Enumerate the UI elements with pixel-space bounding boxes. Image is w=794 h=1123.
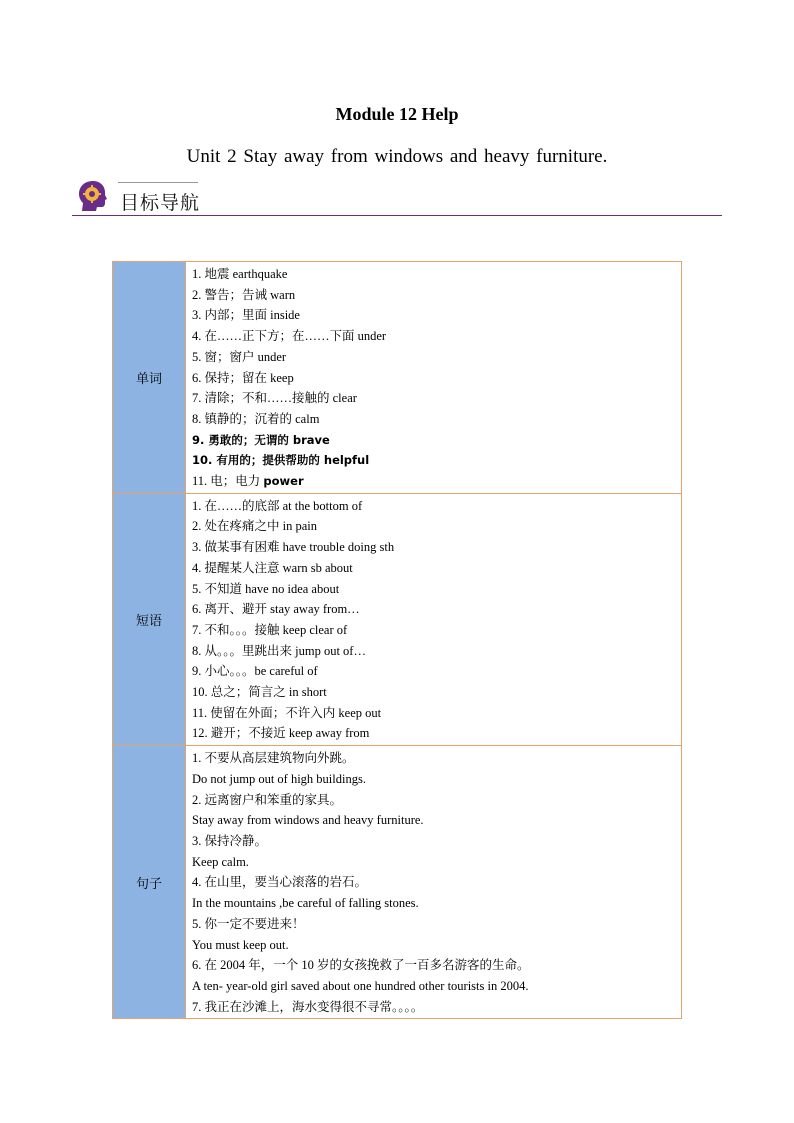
list-item-text: In the mountains ,be careful of falling stones. xyxy=(192,896,419,911)
list-item xyxy=(192,769,675,790)
list-item xyxy=(192,914,675,935)
list-item xyxy=(192,305,675,326)
list-item-text: 6. 在 2004 年，一个 10 岁的女孩挽救了一百多名游客的生命。 xyxy=(192,958,530,973)
list-item xyxy=(192,935,675,956)
list-item-text: 3. 内部；里面 inside xyxy=(192,308,300,323)
vocabulary-table xyxy=(112,261,682,1019)
category-items xyxy=(186,746,682,1019)
category-label: 句子 xyxy=(113,746,186,1019)
list-item-text: 7. 我正在沙滩上，海水变得很不寻常。。。。 xyxy=(192,999,424,1014)
list-item xyxy=(192,285,675,306)
list-item-term: power xyxy=(263,474,304,489)
header-accent-line xyxy=(118,182,198,183)
list-item-text: Stay away from windows and heavy furniture. xyxy=(192,813,424,828)
table-row xyxy=(113,493,682,745)
list-item-text: 3. 做某事有困难 have trouble doing sth xyxy=(192,540,395,555)
list-item-text: A ten- year-old girl saved about one hundred other tourists in 2004. xyxy=(192,978,529,993)
list-item xyxy=(192,872,675,893)
list-item-text: 9. 勇敢的；无谓的 brave xyxy=(192,432,330,447)
list-item xyxy=(192,430,675,451)
list-item-text: 4. 在……正下方；在……下面 under xyxy=(192,329,387,344)
list-item xyxy=(192,450,675,471)
table-row xyxy=(113,262,682,494)
list-item-text: 2. 处在疼痛之中 in pain xyxy=(192,519,317,534)
list-item-text: 1. 不要从高层建筑物向外跳。 xyxy=(192,751,355,766)
list-item xyxy=(192,893,675,914)
list-item-text: 4. 提醒某人注意 warn sb about xyxy=(192,560,353,575)
category-label: 单词 xyxy=(113,262,186,494)
list-item xyxy=(192,388,675,409)
list-item-text: 4. 在山里，要当心滚落的岩石。 xyxy=(192,875,368,890)
list-item xyxy=(192,661,675,682)
list-item-text: 11. 电；电力 xyxy=(192,474,261,489)
list-item xyxy=(192,748,675,769)
category-label: 短语 xyxy=(113,493,186,745)
list-item-text: 9. 小心。。。be careful of xyxy=(192,664,318,679)
list-item xyxy=(192,264,675,285)
section-header-goal-navigation xyxy=(72,178,722,218)
category-items xyxy=(186,493,682,745)
list-item xyxy=(192,347,675,368)
list-item xyxy=(192,326,675,347)
list-item-text: 2. 远离窗户和笨重的家具。 xyxy=(192,792,343,807)
list-item-text: 1. 地震 earthquake xyxy=(192,267,288,281)
list-item xyxy=(192,537,675,558)
list-item-text: Do not jump out of high buildings. xyxy=(192,771,366,786)
list-item xyxy=(192,579,675,600)
list-item xyxy=(192,516,675,537)
list-item xyxy=(192,409,675,430)
list-item xyxy=(192,723,675,744)
list-item xyxy=(192,955,675,976)
section-title: 目标导航 xyxy=(120,192,201,214)
list-item-text: 6. 离开、避开 stay away from… xyxy=(192,602,360,617)
list-item-text: 10. 总之；简言之 in short xyxy=(192,685,327,700)
list-item-text: 10. 有用的；提供帮助的 helpful xyxy=(192,453,370,468)
list-item-text: 8. 镇静的；沉着的 calm xyxy=(192,411,320,426)
module-title: Module 12 Help xyxy=(335,104,459,124)
list-item-text: 5. 窗；窗户 under xyxy=(192,349,287,364)
category-items xyxy=(186,262,682,494)
list-item xyxy=(192,703,675,724)
list-item-text: 5. 不知道 have no idea about xyxy=(192,581,340,596)
list-item xyxy=(192,997,675,1018)
list-item-text: 3. 保持冷静。 xyxy=(192,833,268,848)
list-item-text: 7. 清除；不和……接触的 clear xyxy=(192,391,357,406)
list-item xyxy=(192,790,675,811)
list-item-text: 12. 避开；不接近 keep away from xyxy=(192,726,370,741)
list-item-text: You must keep out. xyxy=(192,937,289,952)
list-item xyxy=(192,976,675,997)
list-item xyxy=(192,496,675,517)
list-item xyxy=(192,620,675,641)
table-row xyxy=(113,746,682,1019)
section-divider xyxy=(72,215,722,216)
unit-subtitle: Unit 2 Stay away from windows and heavy furniture. xyxy=(186,146,608,167)
list-item-text: 8. 从。。。里跳出来 jump out of… xyxy=(192,643,366,658)
list-item-text: Keep calm. xyxy=(192,854,249,869)
list-item xyxy=(192,810,675,831)
list-item-text: 2. 警告；告诫 warn xyxy=(192,287,296,302)
list-item xyxy=(192,852,675,873)
list-item xyxy=(192,641,675,662)
list-item xyxy=(192,471,675,492)
list-item xyxy=(192,368,675,389)
list-item xyxy=(192,558,675,579)
head-gear-icon xyxy=(76,179,110,213)
list-item xyxy=(192,831,675,852)
list-item-text: 11. 使留在外面；不许入内 keep out xyxy=(192,705,382,720)
list-item-text: 6. 保持；留在 keep xyxy=(192,370,294,385)
list-item-text: 5. 你一定不要进来！ xyxy=(192,916,305,931)
list-item-text: 7. 不和。。。接触 keep clear of xyxy=(192,622,348,637)
list-item-text: 1. 在……的底部 at the bottom of xyxy=(192,498,363,513)
list-item xyxy=(192,599,675,620)
list-item xyxy=(192,682,675,703)
